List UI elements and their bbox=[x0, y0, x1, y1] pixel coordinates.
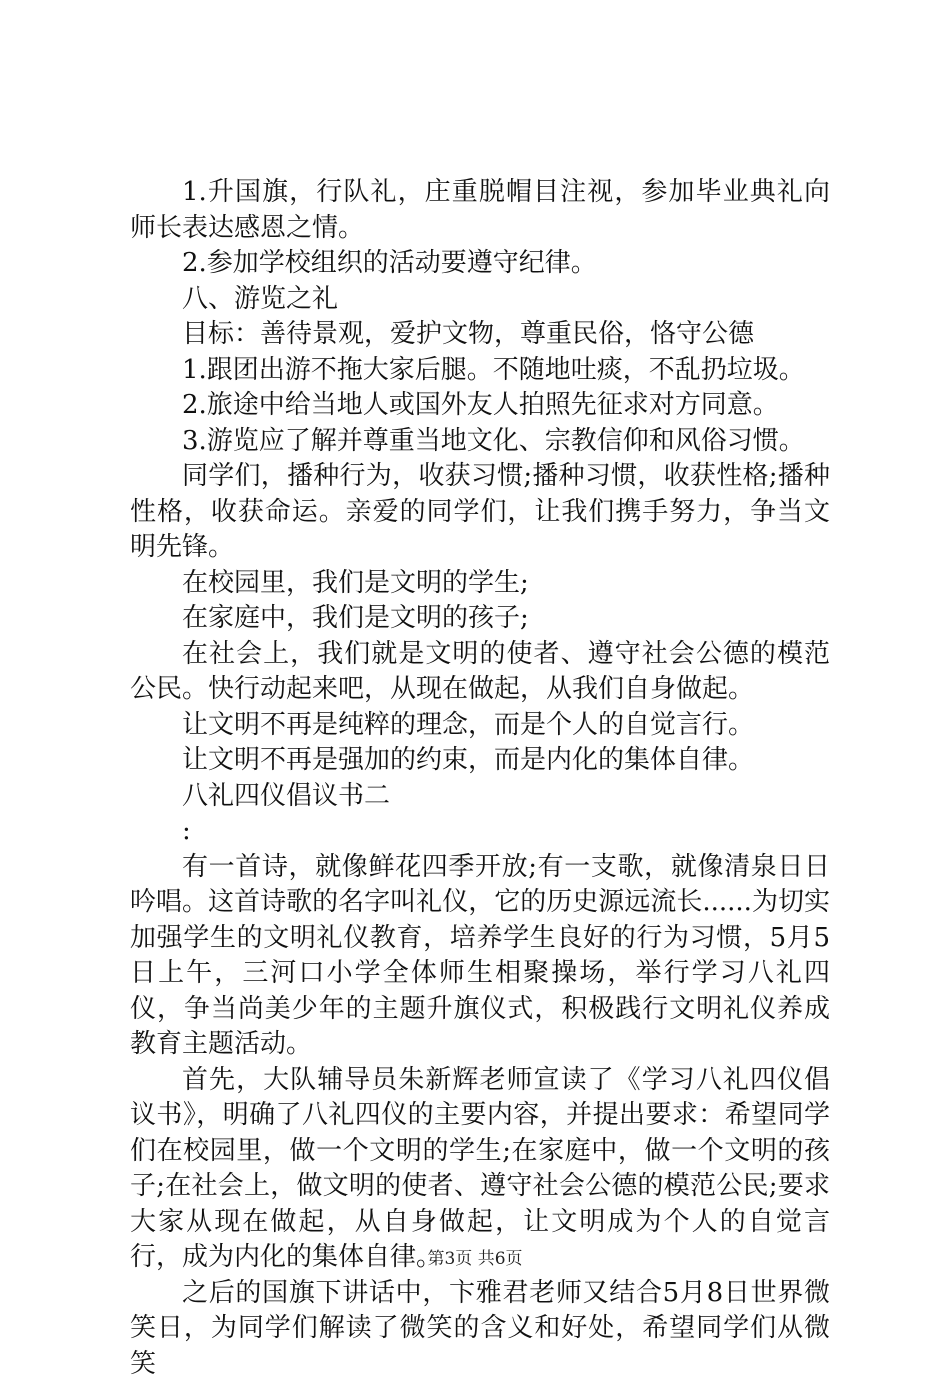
paragraph-8: 在家庭中，我们是文明的孩子; bbox=[130, 601, 830, 637]
paragraph-14: 之后的国旗下讲话中，卞雅君老师又结合5月8日世界微笑日，为同学们解读了微笑的含义和好处，希望同学们从微笑 bbox=[130, 1276, 830, 1382]
paragraph-7: 在校园里，我们是文明的学生; bbox=[130, 566, 830, 602]
paragraph-9: 在社会上，我们就是文明的使者、遵守社会公德的模范公民。快行动起来吧，从现在做起，从我们自身做起。 bbox=[130, 637, 830, 708]
paragraph-6: 同学们，播种行为，收获习惯;播种习惯，收获性格;播种性格，收获命运。亲爱的同学们，让我们携手努力，争当文明先锋。 bbox=[130, 459, 830, 566]
paragraph-10: 让文明不再是纯粹的理念，而是个人的自觉言行。 bbox=[130, 708, 830, 744]
document-body bbox=[130, 175, 830, 1382]
page-number-footer: 第3页 共6页 bbox=[0, 1244, 950, 1269]
paragraph-colon: : bbox=[130, 814, 830, 850]
paragraph-12: 有一首诗，就像鲜花四季开放;有一支歌，就像清泉日日吟唱。这首诗歌的名字叫礼仪，它的历史源远流长......为切实加强学生的文明礼仪教育，培养学生良好的行为习惯，5月5日上午，三河口小学全体师生相聚操场，举行学习八礼四仪，争当尚美少年的主题升旗仪式，积极践行文明礼仪养成教育主题活动。 bbox=[130, 850, 830, 1063]
paragraph-1: 1.升国旗，行队礼，庄重脱帽目注视，参加毕业典礼向师长表达感恩之情。 bbox=[130, 175, 830, 246]
paragraph-4: 2.旅途中给当地人或国外友人拍照先征求对方同意。 bbox=[130, 388, 830, 424]
paragraph-5: 3.游览应了解并尊重当地文化、宗教信仰和风俗习惯。 bbox=[130, 424, 830, 460]
document-subtitle: 八礼四仪倡议书二 bbox=[130, 779, 830, 815]
paragraph-13: 首先，大队辅导员朱新辉老师宣读了《学习八礼四仪倡议书》，明确了八礼四仪的主要内容，并提出要求：希望同学们在校园里，做一个文明的学生;在家庭中，做一个文明的孩子;在社会上，做文明的使者、遵守社会公德的模范公民;要求大家从现在做起，从自身做起，让文明成为个人的自觉言行，成为内化的集体自律。 bbox=[130, 1063, 830, 1276]
paragraph-2: 2.参加学校组织的活动要遵守纪律。 bbox=[130, 246, 830, 282]
paragraph-3: 1.跟团出游不拖大家后腿。不随地吐痰，不乱扔垃圾。 bbox=[130, 353, 830, 389]
section-heading: 八、游览之礼 bbox=[130, 282, 830, 318]
paragraph-11: 让文明不再是强加的约束，而是内化的集体自律。 bbox=[130, 743, 830, 779]
paragraph-goal: 目标：善待景观，爱护文物，尊重民俗，恪守公德 bbox=[130, 317, 830, 353]
